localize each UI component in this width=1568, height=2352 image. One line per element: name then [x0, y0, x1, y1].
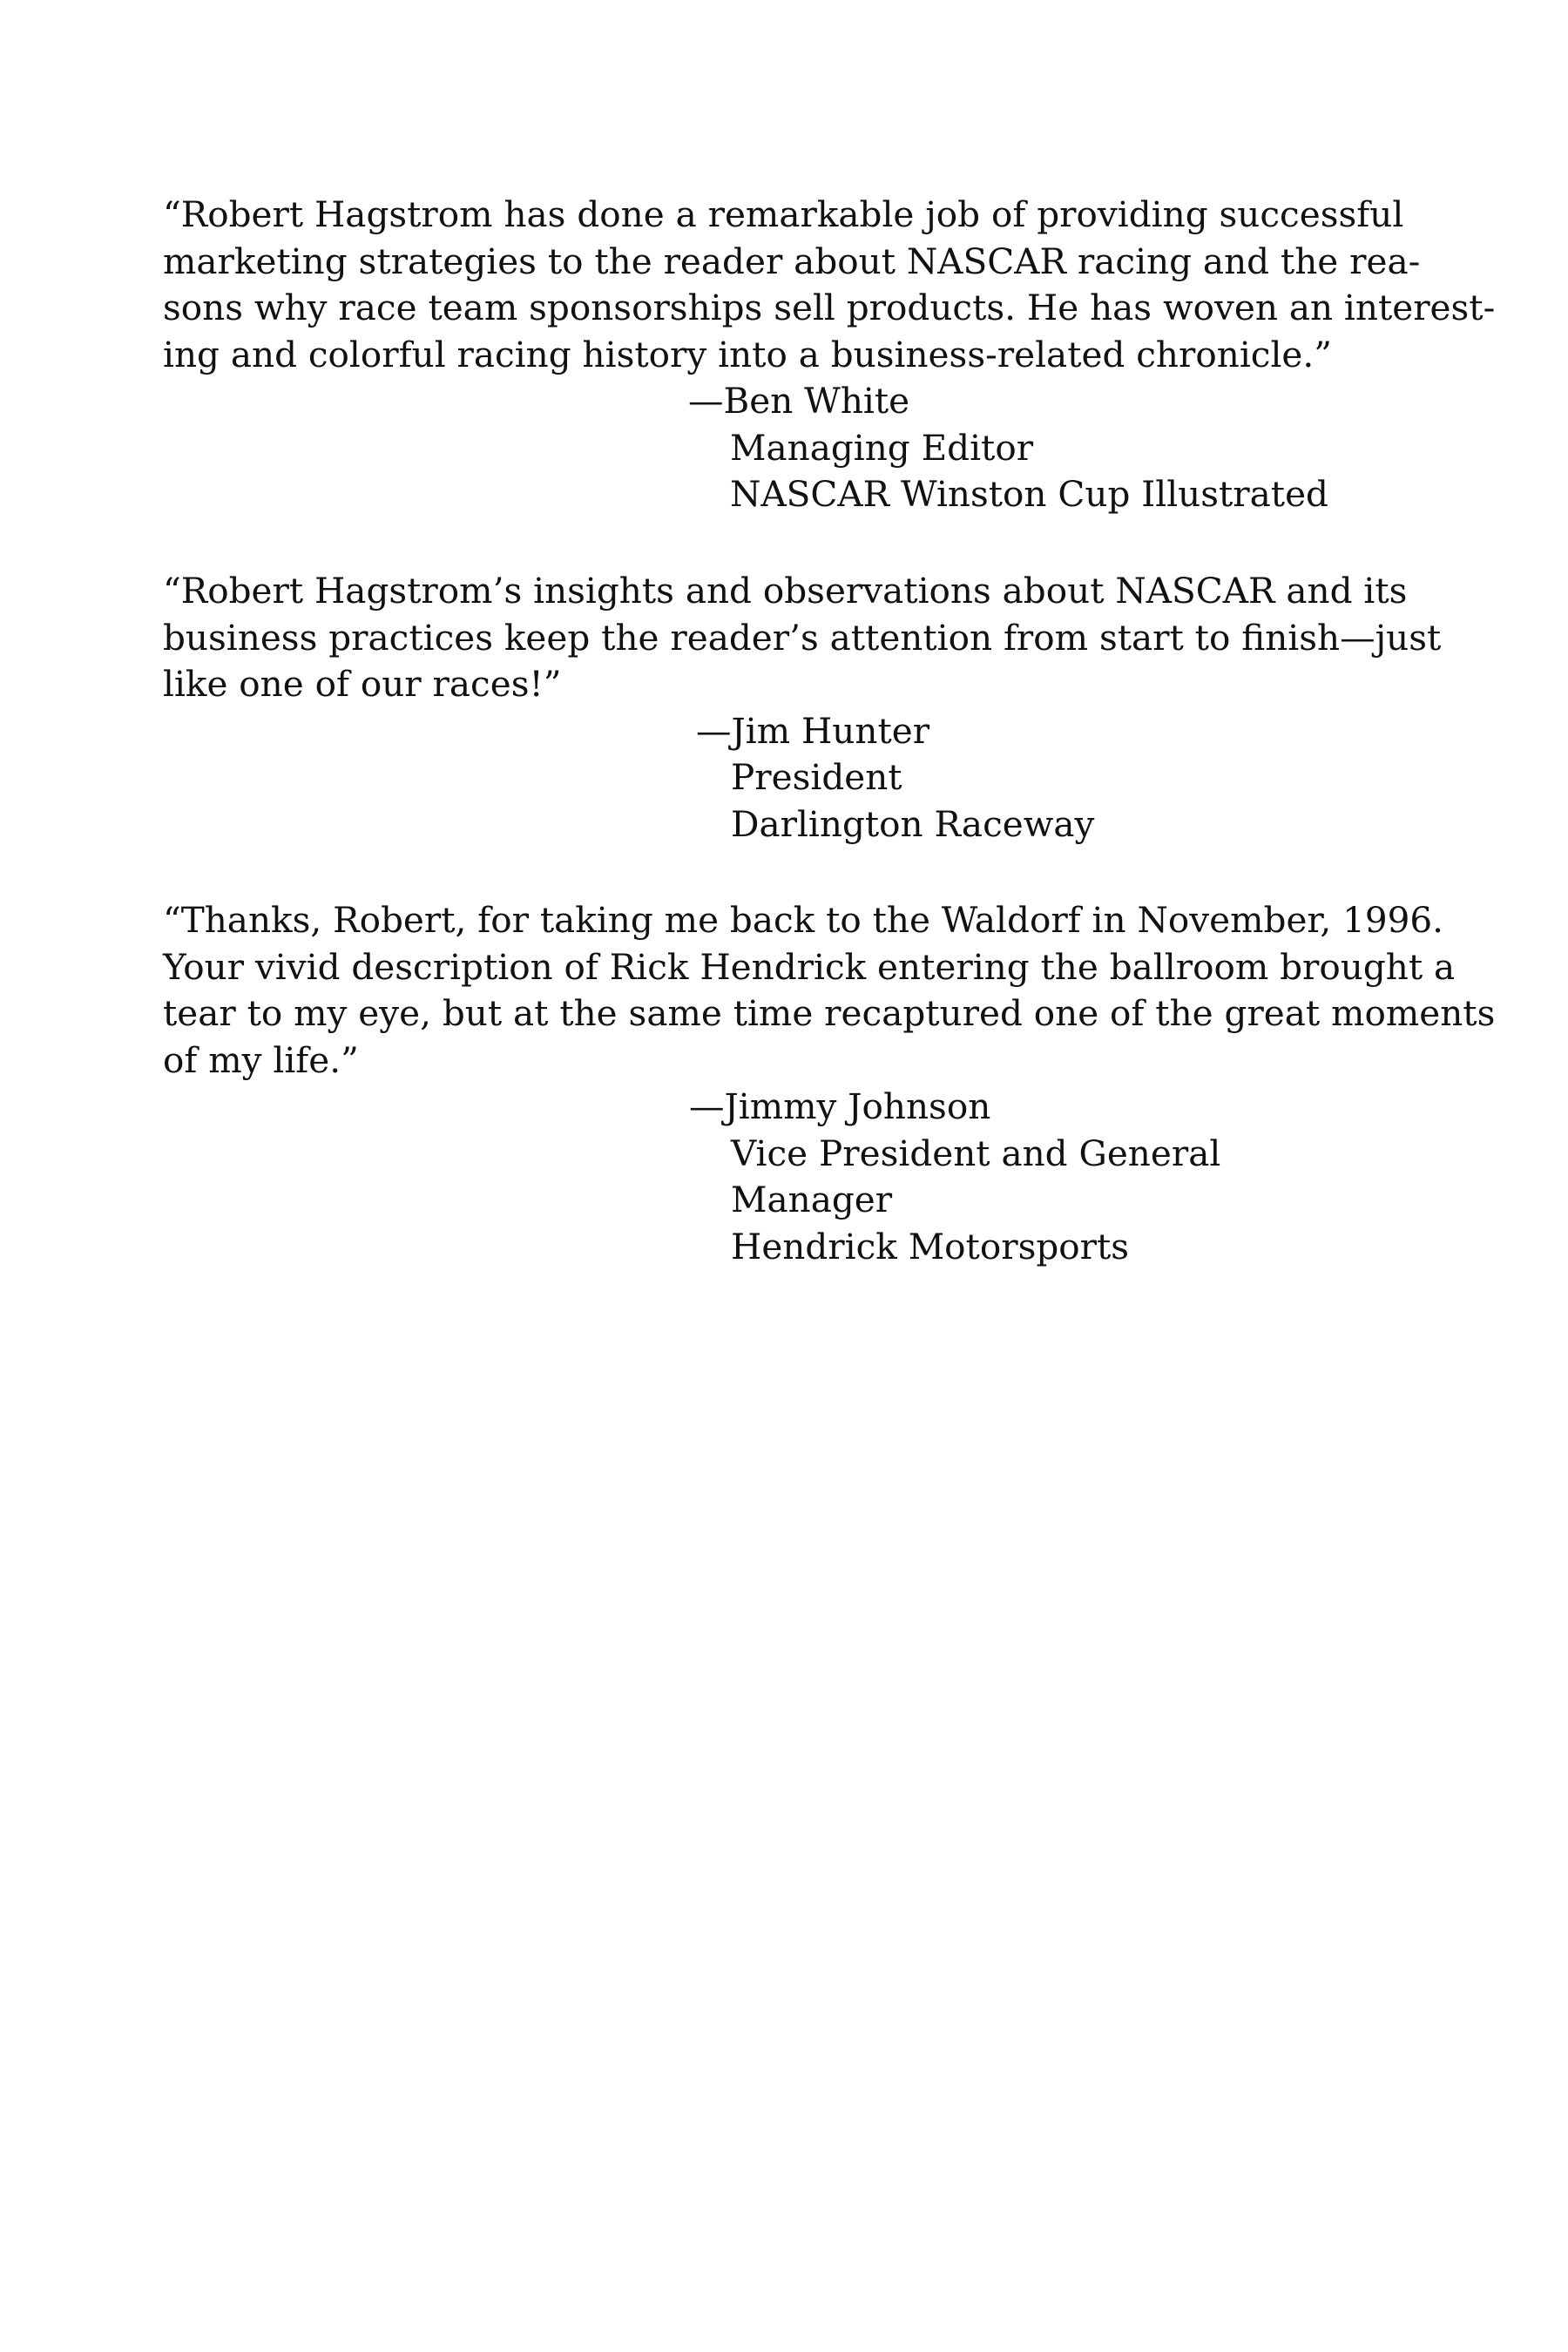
attribution-role: Managing Editor: [730, 426, 1034, 469]
testimonial-jim-hunter: [163, 568, 1442, 848]
testimonial-quote: [163, 192, 1496, 378]
quote-line: Your vivid description of Rick Hendrick entering the ballroom brought a: [163, 945, 1456, 988]
attribution-name: —Ben White: [688, 380, 910, 422]
attribution-organization: Hendrick Motorsports: [731, 1225, 1130, 1267]
quote-line: marketing strategies to the reader about NASCAR racing and the rea-: [163, 240, 1421, 282]
quote-line: sons why race team sponsorships sell products. He has woven an interest-: [163, 287, 1496, 328]
attribution-name: —Jimmy Johnson: [689, 1085, 991, 1127]
testimonial-attribution: [163, 708, 1343, 848]
quote-line: tear to my eye, but at the same time recaptured one of the great moments: [163, 992, 1496, 1034]
quote-line: ing and colorful racing history into a business-related chronicle.”: [163, 333, 1332, 375]
attribution-organization: NASCAR Winston Cup Illustrated: [730, 473, 1328, 515]
testimonial-quote: [163, 897, 1496, 1084]
testimonial-attribution: [163, 378, 1343, 518]
testimonial-quote: [163, 568, 1442, 708]
quote-line: “Thanks, Robert, for taking me back to the Waldorf in November, 1996.: [163, 899, 1444, 941]
attribution-organization: Darlington Raceway: [731, 802, 1095, 845]
attribution-name: —Jim Hunter: [696, 709, 930, 752]
quote-line: business practices keep the reader’s attention from start to finish—just: [163, 616, 1442, 659]
quote-line: of my life.”: [163, 1038, 359, 1081]
quote-line: “Robert Hagstrom has done a remarkable job of providing successful: [163, 193, 1404, 235]
testimonial-jimmy-johnson: [163, 897, 1496, 1270]
quote-line: like one of our races!”: [163, 663, 562, 705]
attribution-role: Vice President and General Manager: [731, 1132, 1221, 1220]
quote-line: “Robert Hagstrom’s insights and observations about NASCAR and its: [163, 570, 1408, 612]
testimonial-ben-white: [163, 192, 1496, 518]
attribution-role: President: [731, 756, 902, 798]
testimonial-attribution: [163, 1084, 1343, 1270]
